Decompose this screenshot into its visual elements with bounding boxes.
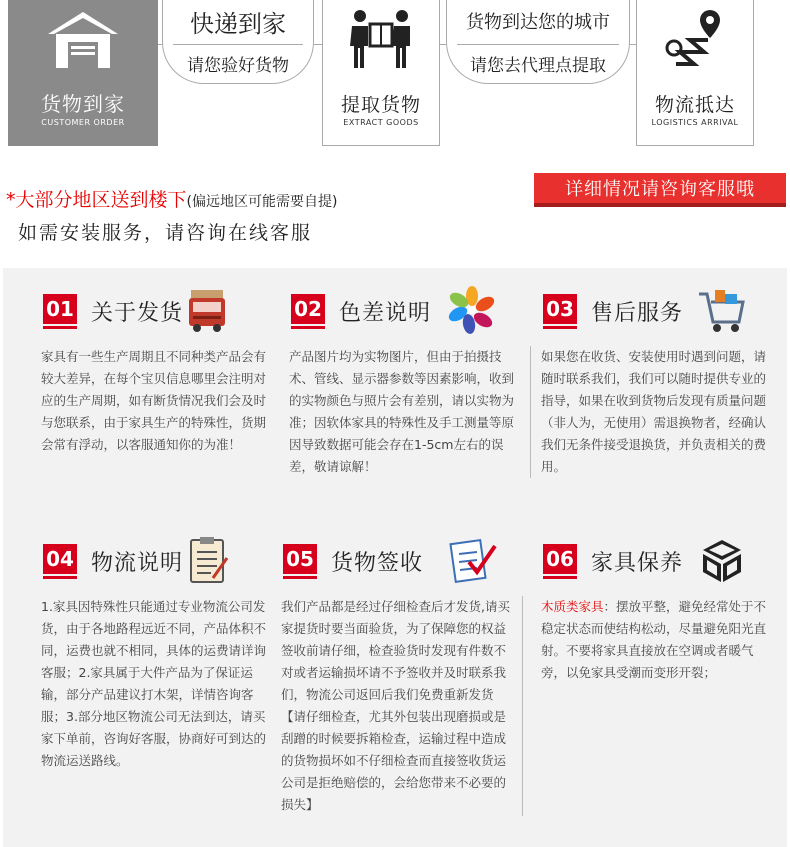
card-number: 03: [543, 294, 577, 324]
shopping-cart-icon: [697, 286, 747, 334]
checklist-icon: [449, 536, 499, 584]
card-number: 01: [43, 294, 77, 324]
flow-step-line2: 请您去代理点提取: [457, 44, 619, 76]
card-body: 我们产品都是经过仔细检查后才发货,请买家提货时要当面验货，为了保障您的权益签收前请仔细，检查验货时发现有件数不对或者运输损坏请不予签收并及时联系我们，物流公司返回后我们免费重新发货【请仔细检查，尤其外包装出现磨损或是刮蹭的时候要拆箱检查，运输过程中造成的货物损坏如不仔细检查而直接签收货运公司是拒绝赔偿的，会给您带来不必要的损失】: [273, 596, 523, 816]
flow-step-line2: 请您验好货物: [173, 44, 303, 76]
info-panel: [3, 268, 787, 847]
flow-step-goods-home: [8, 0, 158, 146]
clipboard-icon: [183, 536, 233, 584]
flow-step-express: [162, 0, 314, 84]
card-number: 02: [291, 294, 325, 324]
card-body-prefix: 木质类家具: [541, 599, 604, 614]
info-card-color-difference: [281, 286, 531, 478]
card-number: 04: [43, 544, 77, 574]
flow-step-arrival: [636, 0, 754, 146]
route-pin-icon: [660, 8, 730, 70]
info-card-logistics: [33, 536, 283, 772]
flow-step-extract: [322, 0, 440, 146]
info-card-receipt: [273, 536, 523, 816]
color-wheel-icon: [447, 286, 497, 334]
porters-icon: [346, 8, 416, 70]
install-notice: 如需安装服务，请咨询在线客服: [18, 222, 313, 244]
warehouse-icon: [46, 10, 120, 70]
truck-icon: [185, 286, 235, 334]
card-title: 关于发货: [91, 301, 184, 326]
card-number: 06: [543, 544, 577, 574]
delivery-notice-main: *大部分地区送到楼下: [6, 189, 187, 211]
card-body: 如果您在收货、安装使用时遇到问题，请随时联系我们，我们可以随时提供专业的指导，如果在收到货物后发现有质量问题（非人为，无使用）需退换物者，经确认我们无条件接受退换货，并负责相关的费用。: [541, 349, 767, 474]
flow-step-subtitle: EXTRACT GOODS: [343, 118, 419, 127]
delivery-flow: [0, 0, 790, 150]
card-body: 1.家具因特殊性只能通过专业物流公司发货，由于各地路程远近不同，产品体积不同，运费也就不相同，具体的运费请详询客服；2.家具属于大件产品为了保证运输，部分产品建议打木架，详情咨询客服；3.部分地区物流公司无法到达，请买家下单前，咨询好客服，协商好可到达的物流运送路线。: [41, 599, 267, 768]
flow-step-subtitle: CUSTOMER ORDER: [41, 118, 125, 127]
flow-step-line1: 货物到达您的城市: [466, 12, 610, 33]
card-body: [533, 596, 783, 684]
contact-service-button[interactable]: 详细情况请咨询客服哦: [534, 173, 786, 207]
flow-step-line1: 快递到家: [190, 10, 286, 38]
flow-step-title: 物流抵达: [654, 94, 735, 116]
info-card-after-sales: [533, 286, 783, 478]
info-card-shipping: [33, 286, 283, 456]
card-title: 家具保养: [591, 551, 684, 576]
card-number: 05: [283, 544, 317, 574]
card-title: 色差说明: [339, 301, 432, 326]
flow-step-city: [446, 0, 630, 84]
card-title: 售后服务: [591, 301, 684, 326]
card-body: 家具有一些生产周期且不同种类产品会有较大差异，在每个宝贝信息哪里会注明对应的生产周期，如有断货情况我们会及时与您联系，由于家具生产的特殊性，货期会常有浮动，以客服通知你的为准！: [41, 349, 267, 452]
card-title: 货物签收: [331, 551, 424, 576]
delivery-notice-remote: (偏远地区可能需要自提): [186, 194, 338, 210]
card-body: 产品图片均为实物图片，但由于拍摄技术、管线、显示器参数等因素影响，收到的实物颜色与照片会有差别，请以实物为准；因软体家具的特殊性及手工测量等原因导致数据可能会存在1-5cm左右的误差，敬请谅解！: [281, 346, 531, 478]
card-body-text: ：摆放平整，避免经常处于不稳定状态而使结构松动，尽量避免阳光直射。不要将家具直接放在空调或者暖气旁，以免家具受潮而变形开裂；: [541, 599, 767, 680]
box-icon: [697, 536, 747, 584]
info-card-maintenance: [533, 536, 783, 684]
flow-step-subtitle: LOGISTICS ARRIVAL: [651, 118, 739, 127]
card-title: 物流说明: [91, 551, 184, 576]
delivery-notice: [6, 185, 337, 212]
flow-step-title: 货物到家: [41, 92, 125, 116]
flow-step-title: 提取货物: [340, 94, 421, 116]
